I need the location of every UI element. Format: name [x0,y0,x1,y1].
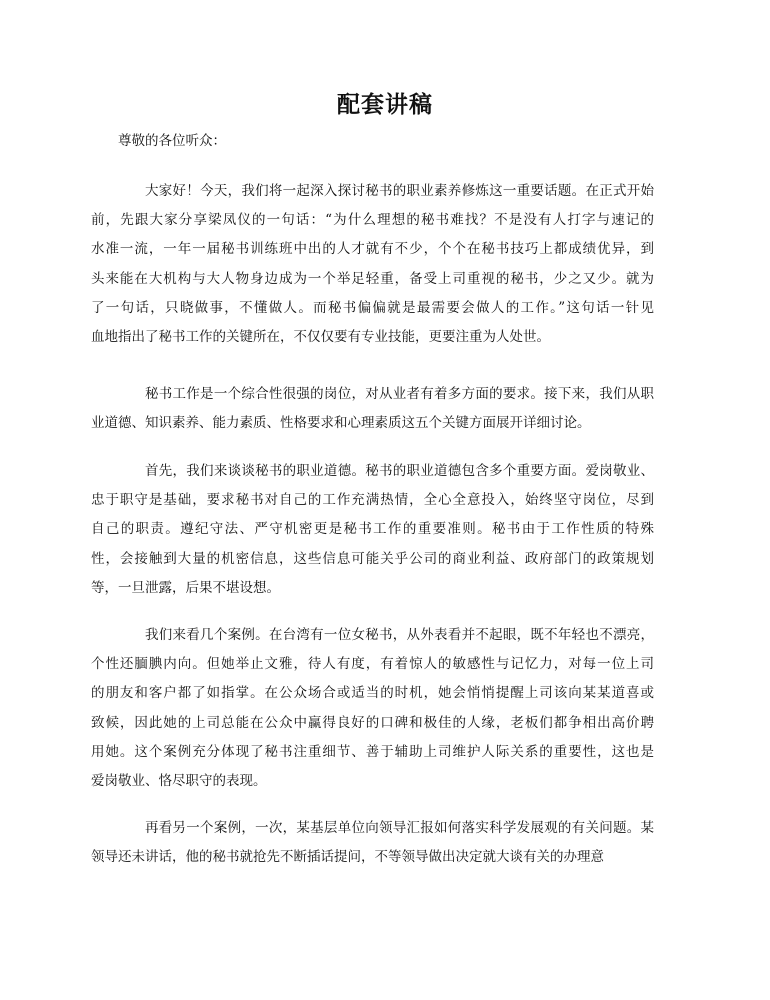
paragraph-line: 等，一旦泄露，后果不堪设想。 [91,579,280,596]
paragraph-line: 性，会接触到大量的机密信息，这些信息可能关乎公司的商业利益、政府部门的政策规划 [91,550,654,567]
paragraph-line: 领导还未讲话，他的秘书就抢先不断插话提问，不等领导做出决定就大谈有关的办理意 [91,849,604,866]
paragraph-line: 自己的职责。遵纪守法、严守机密更是秘书工作的重要准则。秘书由于工作性质的特殊 [91,521,654,538]
paragraph-line: 再看另一个案例，一次，某基层单位向领导汇报如何落实科学发展观的有关问题。某 [145,820,654,836]
paragraph-line: 秘书工作是一个综合性很强的岗位，对从业者有着多方面的要求。接下来，我们从职 [145,386,654,402]
salutation: 尊敬的各位听众： [118,133,226,149]
paragraph-line: 水准一流，一年一届秘书训练班中出的人才就有不少，个个在秘书技巧上都成绩优异，到 [91,241,654,258]
paragraph-line: 用她。这个案例充分体现了秘书注重细节、善于辅助上司维护人际关系的重要性，这也是 [91,743,654,760]
paragraph-line: 个性还腼腆内向。但她举止文雅，待人有度，有着惊人的敏感性与记忆力，对每一位上司 [91,656,654,673]
paragraph-line: 大家好！今天，我们将一起深入探讨秘书的职业素养修炼这一重要话题。在正式开始 [145,183,654,199]
paragraph-line: 头来能在大机构与大人物身边成为一个举足轻重，备受上司重视的秘书，少之又少。就为 [91,270,654,287]
paragraph [91,457,654,603]
paragraph-line: 前，先跟大家分享梁凤仪的一句话：“为什么理想的秘书难找？不是没有人打字与速记的 [91,212,654,229]
paragraph-line: 致候，因此她的上司总能在公众中赢得良好的口碑和极佳的人缘，老板们都争相出高价聘 [91,714,654,731]
paragraph-line: 首先，我们来谈谈秘书的职业道德。秘书的职业道德包含多个重要方面。爱岗敬业、 [145,463,654,479]
paragraph-line: 我们来看几个案例。在台湾有一位女秘书，从外表看并不起眼，既不年轻也不漂亮， [145,627,654,643]
paragraph-line: 业道德、知识素养、能力素质、性格要求和心理素质这五个关键方面展开详细讨论。 [91,415,591,432]
paragraph-line: 血地指出了秘书工作的关键所在，不仅仅要有专业技能，更要注重为人处世。 [91,329,550,346]
paragraph [91,177,654,352]
paragraph-line: 了一句话，只晓做事，不懂做人。而秘书偏偏就是最需要会做人的工作。”这句话一针见 [91,299,654,316]
paragraph [91,814,654,872]
paragraph-line: 爱岗敬业、恪尽职守的表现。 [91,773,267,790]
paragraph [91,380,654,438]
document-title: 配套讲稿 [337,91,433,118]
paragraph-line: 的朋友和客户都了如指掌。在公众场合或适当的时机，她会悄悄提醒上司该向某某道喜或 [91,685,654,702]
paragraph [91,621,654,796]
paragraph-line: 忠于职守是基础，要求秘书对自己的工作充满热情，全心全意投入，始终坚守岗位，尽到 [91,492,654,509]
